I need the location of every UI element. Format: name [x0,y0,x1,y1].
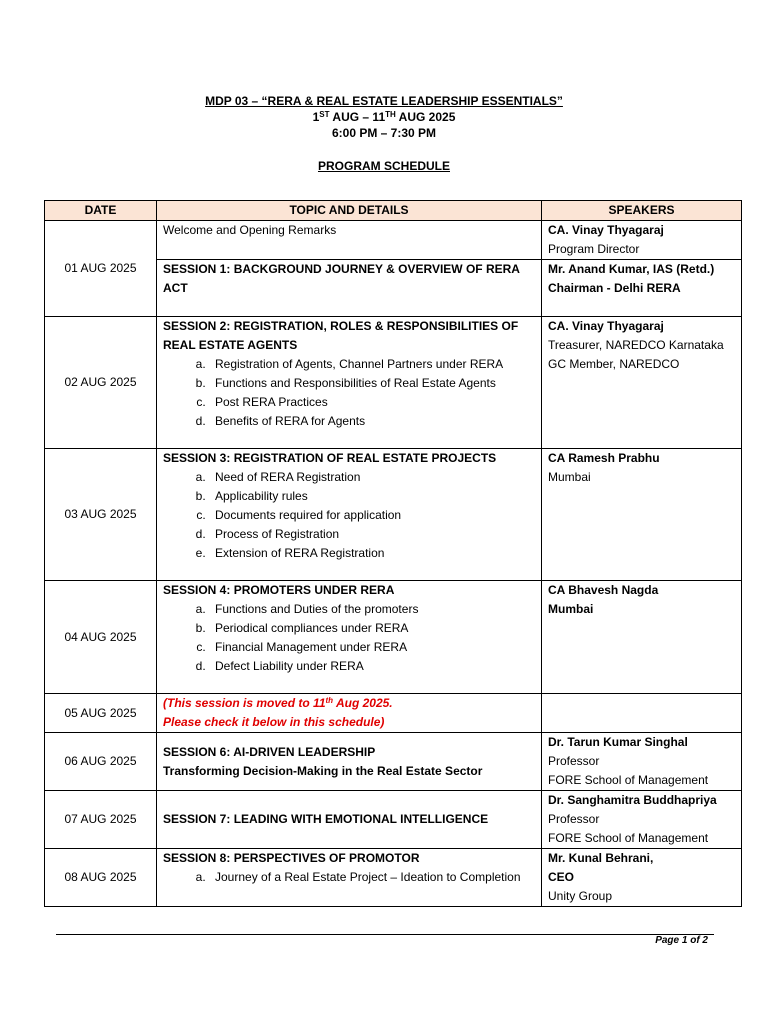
speaker-location: Mumbai [548,602,594,616]
table-row [45,694,742,733]
session-title: SESSION 8: PERSPECTIVES OF PROMOTOR [163,851,420,865]
row-date: 08 AUG 2025 [45,849,157,907]
row-speakers [542,733,742,791]
row-topic [157,694,542,733]
list-item: c. Financial Management under RERA [209,638,535,657]
list-item: d. Benefits of RERA for Agents [209,412,535,431]
row-speakers [542,221,742,317]
row-speakers [542,849,742,907]
row-topic [157,221,542,317]
row-topic [157,791,542,849]
list-item: b. Functions and Responsibilities of Real Estate Agents [209,374,535,393]
row-date: 06 AUG 2025 [45,733,157,791]
table-row [45,581,742,694]
session-title: SESSION 6: AI-DRIVEN LEADERSHIP [163,744,376,759]
speaker-name: CA Bhavesh Nagda [548,583,659,597]
row-date: 07 AUG 2025 [45,791,157,849]
row-topic [157,733,542,791]
speaker-name: Dr. Tarun Kumar Singhal [548,735,688,749]
opening-remarks: Welcome and Opening Remarks [163,223,337,237]
column-header-topic: TOPIC AND DETAILS [157,201,542,221]
schedule-title: PROGRAM SCHEDULE [317,159,450,173]
row-speakers [542,317,742,449]
row-date: 04 AUG 2025 [45,581,157,694]
speaker-affiliation: Unity Group [548,889,613,903]
speaker-name: Mr. Anand Kumar, IAS (Retd.) [548,262,715,276]
speaker-name: Dr. Sanghamitra Buddhapriya [548,793,717,807]
speaker-name: CA. Vinay Thyagaraj [548,319,664,333]
row-speakers [542,581,742,694]
row-date: 05 AUG 2025 [45,694,157,733]
row-topic [157,317,542,449]
footer-divider [56,934,714,935]
row-topic [157,849,542,907]
row-speakers [542,694,742,733]
row-topic [157,581,542,694]
list-item: d. Process of Registration [209,525,535,544]
table-row [45,317,742,449]
list-item: e. Extension of RERA Registration [209,544,535,563]
table-row [45,221,742,317]
row-topic [157,449,542,581]
speaker-role: Treasurer, NAREDCO Karnataka [548,338,724,352]
program-time: 6:00 PM – 7:30 PM [331,126,437,140]
document-title: MDP 03 – “RERA & REAL ESTATE LEADERSHIP ESSENTIALS” [205,94,563,108]
session-items [163,600,535,676]
speaker-role: Professor [548,812,600,826]
column-header-date: DATE [45,201,157,221]
row-speakers [542,791,742,849]
list-item: d. Defect Liability under RERA [209,657,535,676]
speaker-name: CA. Vinay Thyagaraj [548,223,664,237]
table-row [45,791,742,849]
speaker-role: Professor [548,754,600,768]
table-row [45,449,742,581]
list-item: a. Need of RERA Registration [209,468,535,487]
reschedule-notice-line2: Please check it below in this schedule) [163,715,385,729]
list-item: b. Periodical compliances under RERA [209,619,535,638]
program-dates: 1ST AUG – 11TH AUG 2025 [312,110,456,124]
row-date: 03 AUG 2025 [45,449,157,581]
session-title: SESSION 1: BACKGROUND JOURNEY & OVERVIEW OF RERA ACT [157,259,541,316]
row-speakers [542,449,742,581]
speaker-name: Mr. Kunal Behrani, [548,851,654,865]
session-title: SESSION 2: REGISTRATION, ROLES & RESPONSIBILITIES OF REAL ESTATE AGENTS [163,319,519,352]
session-items [163,468,535,563]
schedule-table [44,200,742,907]
session-items [163,868,535,887]
list-item: c. Documents required for application [209,506,535,525]
session-items [163,355,535,431]
table-row [45,849,742,907]
reschedule-notice: (This session is moved to 11th Aug 2025. [163,696,393,710]
speaker-role: Program Director [548,242,640,256]
speaker-role: GC Member, NAREDCO [548,357,680,371]
row-date: 01 AUG 2025 [45,221,157,317]
session-title: SESSION 3: REGISTRATION OF REAL ESTATE PROJECTS [163,451,497,465]
session-title: SESSION 4: PROMOTERS UNDER RERA [163,583,395,597]
session-subtitle: Transforming Decision-Making in the Real Estate Sector [163,763,483,778]
page-number: Page 1 of 2 [655,935,708,946]
table-header-row [45,201,742,221]
speaker-role: CEO [548,870,575,884]
list-item: c. Post RERA Practices [209,393,535,412]
table-row [45,733,742,791]
session-title: SESSION 7: LEADING WITH EMOTIONAL INTELLIGENCE [163,812,489,826]
list-item: a. Functions and Duties of the promoters [209,600,535,619]
speaker-role: Chairman - Delhi RERA [548,281,681,295]
row-date: 02 AUG 2025 [45,317,157,449]
list-item: b. Applicability rules [209,487,535,506]
column-header-speakers: SPEAKERS [542,201,742,221]
speaker-affiliation: FORE School of Management [548,831,709,845]
list-item: a. Journey of a Real Estate Project – Ideation to Completion [209,868,535,887]
list-item: a. Registration of Agents, Channel Partners under RERA [209,355,535,374]
speaker-name: CA Ramesh Prabhu [548,451,660,465]
speaker-role: Mumbai [548,470,591,484]
speaker-affiliation: FORE School of Management [548,773,709,787]
